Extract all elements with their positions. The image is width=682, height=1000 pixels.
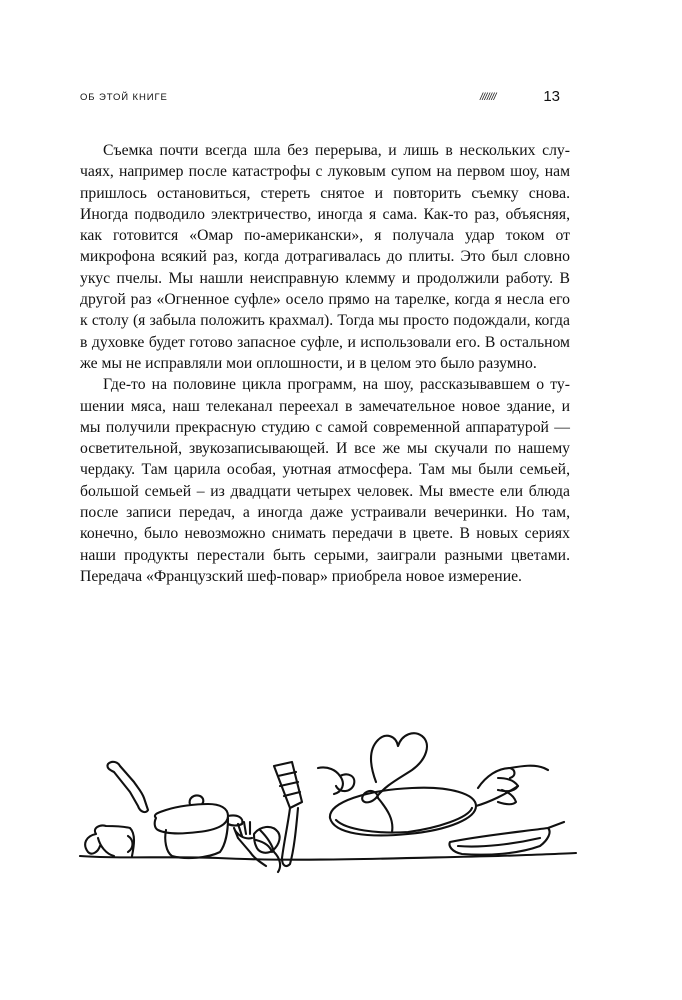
hand-icon bbox=[478, 766, 548, 805]
paragraph-2: Где-то на половине цикла программ, на шоу, рассказывавшем о тушении мяса, наш телеканал переехал в замечательное новое здание, и мы получили прекрасную студию с самой современной аппаратурой — осветительной, звукозаписывающей. И все же мы скучали по нашему чердаку. Там царила особая, уютная атмосфера. Там мы были семьей, большой семьей – из двадцати четырех человек. Мы вместе ели блюда после записи передач, а иногда даже устраивали вечеринки. Но там, конечно, было невозможно снимать передачи в цвете. В новых сериях наши продукты перестали быть серыми, заиграли разными цветами. Передача «Французский шеф-повар» приобрела новое измерение. bbox=[80, 376, 570, 585]
frying-pan-icon bbox=[330, 786, 518, 835]
spatula-icon bbox=[274, 762, 302, 866]
saucepan-icon bbox=[155, 795, 243, 858]
page-header bbox=[80, 88, 560, 107]
whisk-icon bbox=[254, 827, 280, 872]
running-head: ОБ ЭТОЙ КНИГЕ bbox=[80, 92, 168, 103]
header-ornament: /////// bbox=[480, 92, 496, 103]
paragraph-1: Съемка почти всегда шла без перерыва, и лишь в нескольких случаях, например после катастрофы с луковым супом на первом шоу, нам пришлось остановиться, стереть снятое и повторить съемку снова. Иногда подводило электричество, иногда я сама. Как-то раз, объясняя, как готовится «Омар по-американски», я получала удар током от микрофона всякий раз, когда дотрагивалась до плиты. Это был словно укус пчелы. Мы нашли неисправную клемму и продолжили работу. В другой раз «Огненное суфле» осело прямо на тарелке, когда я несла его к столу (я забыла положить крахмал). Тогда мы просто подождали, когда в духовке будет готово запасное суфле, и использовали его. В остальном же мы не исправляли мои оплошности, и в целом это было разумно. bbox=[80, 142, 570, 372]
knife-icon bbox=[107, 762, 148, 812]
serving-dish-icon bbox=[450, 822, 565, 855]
kitchen-line-illustration bbox=[78, 706, 578, 890]
steam-icon bbox=[318, 767, 392, 832]
pitcher-icon bbox=[85, 825, 134, 856]
page-number: 13 bbox=[543, 88, 560, 105]
body-text bbox=[80, 140, 570, 587]
